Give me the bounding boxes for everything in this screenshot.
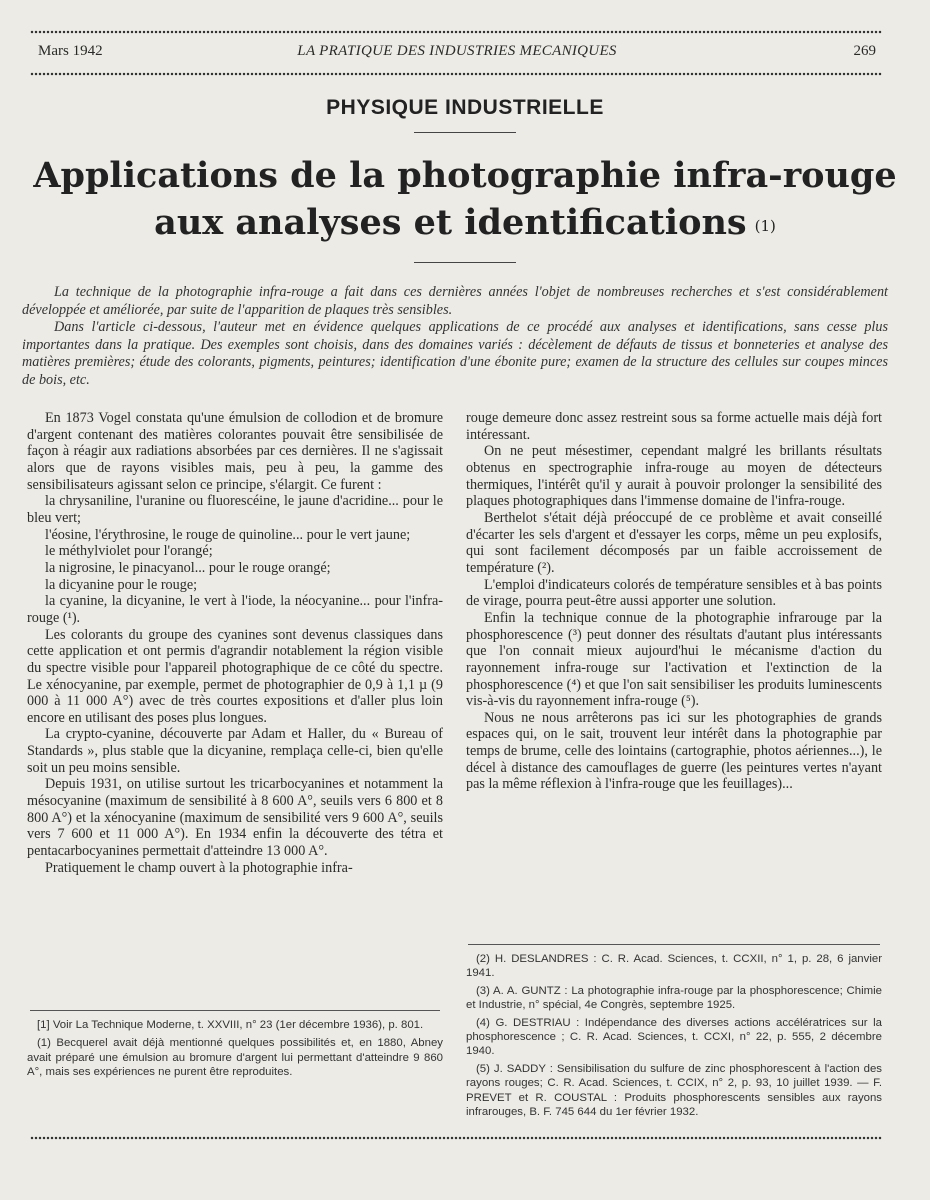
footnote-separator-right [468,944,880,945]
body-paragraph: l'éosine, l'érythrosine, le rouge de quinoline... pour le vert jaune; [45,526,411,543]
footnote: (3) A. A. GUNTZ : La photographie infra-rouge par la phosphorescence; Chimie et Industrie, n° spécial, 4e Congrès, septembre 1925. [466,984,882,1012]
section-heading: PHYSIQUE INDUSTRIELLE [326,96,604,119]
body-column-left [27,410,443,876]
body-paragraph: rouge demeure donc assez restreint sous sa forme actuelle mais déjà fort intéressant. [466,410,882,443]
body-paragraph: L'emploi d'indicateurs colorés de température sensibles et à bas points de virage, pourra peut-être aussi apporter une solution. [466,576,882,610]
body-paragraph: Enfin la technique connue de la photographie infrarouge par la phosphorescence (³) peut donner des résultats d'autant plus intéressants que l'on connait mieux aujourd'hui le mécanisme d'action du rayonnement infra-rouge sur l'activation et l'extinction de la phosphorescence (⁴) et que l'on sait sensibiliser les produits luminescents vis-à-vis du rayonnement infra-rouge (⁵). [466,609,882,710]
body-paragraph: la chrysaniline, l'uranine ou fluorescéine, le jaune d'acridine... pour le bleu vert; [27,493,443,526]
running-header [38,40,876,62]
body-paragraph: la cyanine, la dicyanine, le vert à l'iode, la néocyanine... pour l'infra-rouge (¹). [27,593,443,626]
footnote-separator-left [30,1010,440,1011]
footnotes-left [27,1018,443,1084]
body-paragraph: Les colorants du groupe des cyanines sont devenus classiques dans cette application et ont permis d'agrandir notablement la région visible du spectre visible pour l'appareil photographique de ce côté du spectre. Le xénocyanine, par exemple, permet de photographier de 0,9 à 1,1 µ (9 000 à 11 000 A°) avec de très courtes expositions et d'aller plus loin encore en utilisant des poses plus longues. [27,626,443,726]
body-paragraph: le méthylviolet pour l'orangé; [45,543,213,560]
body-paragraph: On ne peut mésestimer, cependant malgré les brillants résultats obtenus en spectrographie infra-rouge au moyen de détecteurs thermiques, l'intérêt qu'il y aurait à pouvoir prolonger la sensibilité des plaques photographiques dans l'immense domaine de l'infra-rouge. [466,443,882,510]
body-paragraph: Depuis 1931, on utilise surtout les tricarbocyanines et notamment la mésocyanine (maximum de sensibilité à 8 600 A°, seuils vers 6 800 et 8 800 A°) et la xénocyanine (maximum de sensibilité vers 9 600 A°, seuils vers 7 600 et 11 000 A°). En 1934 enfin la découverte des tétra et pentacarbocyanines permettait d'atteindre 13 000 A°. [27,776,443,860]
body-paragraph: Nous ne nous arrêterons pas ici sur les photographies de grands espaces qui, on le sait, trouvent leur intérêt dans la photographie par temps de brume, celle des lointains (cartographie, photos aériennes...), le décel à distance des camouflages de guerre (les peintures vertes n'ayant pas la même réflexion à l'infra-rouge que les feuillages)... [466,709,882,793]
body-paragraph: En 1873 Vogel constata qu'une émulsion de collodion et de bromure d'argent contenant des matières colorantes pouvait être sensibilisée de façon à réagir aux radiations absorbées par ces dernières. Il ne s'agissait alors que de rayons visibles mais, peu à peu, la gamme des sensibilisateurs agissant selon ce principe, s'élargit. Ce furent : [27,410,443,493]
footnote: (1) Becquerel avait déjà mentionné quelques possibilités et, en 1880, Abney avait préparé une émulsion au bromure d'argent lui permettant d'atteindre 9 860 A°, mais ses expériences ne purent être reproduites. [27,1037,443,1079]
footnote: [1] Voir La Technique Moderne, t. XXVIII, n° 23 (1er décembre 1936), p. 801. [37,1019,424,1031]
body-paragraph: Berthelot s'était déjà préoccupé de ce problème et avait conseillé d'écarter les sels d'argent et d'essayer les corps, même un peu explosifs, qui sont facilement décomposés par un faible accroissement de température (²). [466,509,882,576]
section-underline [414,132,516,133]
lead-paragraph: La technique de la photographie infra-rouge a fait dans ces dernières années l'objet de nombreuses recherches et s'est considérablement développée et améliorée, par suite de l'apparition de plaques très sensibles. [22,284,888,318]
body-column-right [466,410,882,793]
journal-title: LA PRATIQUE DES INDUSTRIES MECANIQUES [297,43,617,59]
title-underline [414,262,516,263]
body-paragraph: Pratiquement le champ ouvert à la photographie infra- [45,859,353,876]
lead-paragraph: Dans l'article ci-dessous, l'auteur met en évidence quelques applications de ce procédé aux analyses et identifications, sans cesse plus importantes dans la pratique. Des exemples sont choisis, dans des domaines variés : décèlement de défauts de tissus et bonneteries et analyse des matières premières; étude des colorants, pigments, peintures; identification d'une ébonite pure; examen de la structure des cellules sur coupes minces de bois, etc. [22,319,888,388]
footnote: (4) G. DESTRIAU : Indépendance des diverses actions accélératrices sur la phosphorescence ; C. R. Acad. Sciences, t. CCXI, n° 22, p. 555, 2 décembre 1940. [466,1016,882,1058]
footnote: (2) H. DESLANDRES : C. R. Acad. Sciences, t. CCXII, n° 1, p. 28, 6 janvier 1941. [466,953,882,980]
bottom-dotted-rule [30,1136,882,1140]
article-title-line-1: Applications de la photographie infra-rouge [33,155,897,196]
issue-date: Mars 1942 [38,43,103,59]
article-lead [22,284,888,390]
footnote: (5) J. SADDY : Sensibilisation du sulfure de zinc phosphorescent à l'action des rayons rouges; C. R. Acad. Sciences, t. CCIX, n° 2, p. 93, 10 juillet 1939. — F. PREVET et R. COUSTAL : Produits phosphorescents sensibles aux rayons infrarouges, B. F. 745 644 du 1er février 1932. [466,1062,882,1119]
article-title-line-2-text: aux analyses et identifications [154,202,747,243]
body-paragraph: la nigrosine, le pinacyanol... pour le rouge orangé; [45,559,331,576]
header-dotted-rule [30,72,882,76]
article-title [0,152,930,246]
body-paragraph: La crypto-cyanine, découverte par Adam et Haller, du « Bureau of Standards », plus stable que la dicyanine, remplaça celle-ci, bien qu'elle soit un peu moins sensible. [27,726,443,776]
footnotes-right [466,952,882,1122]
body-paragraph: la dicyanine pour le rouge; [45,576,198,593]
top-dotted-rule [30,30,882,34]
article-title-line-2 [0,199,930,246]
title-footnote-mark: (1) [754,217,776,235]
page-number: 269 [853,43,876,59]
